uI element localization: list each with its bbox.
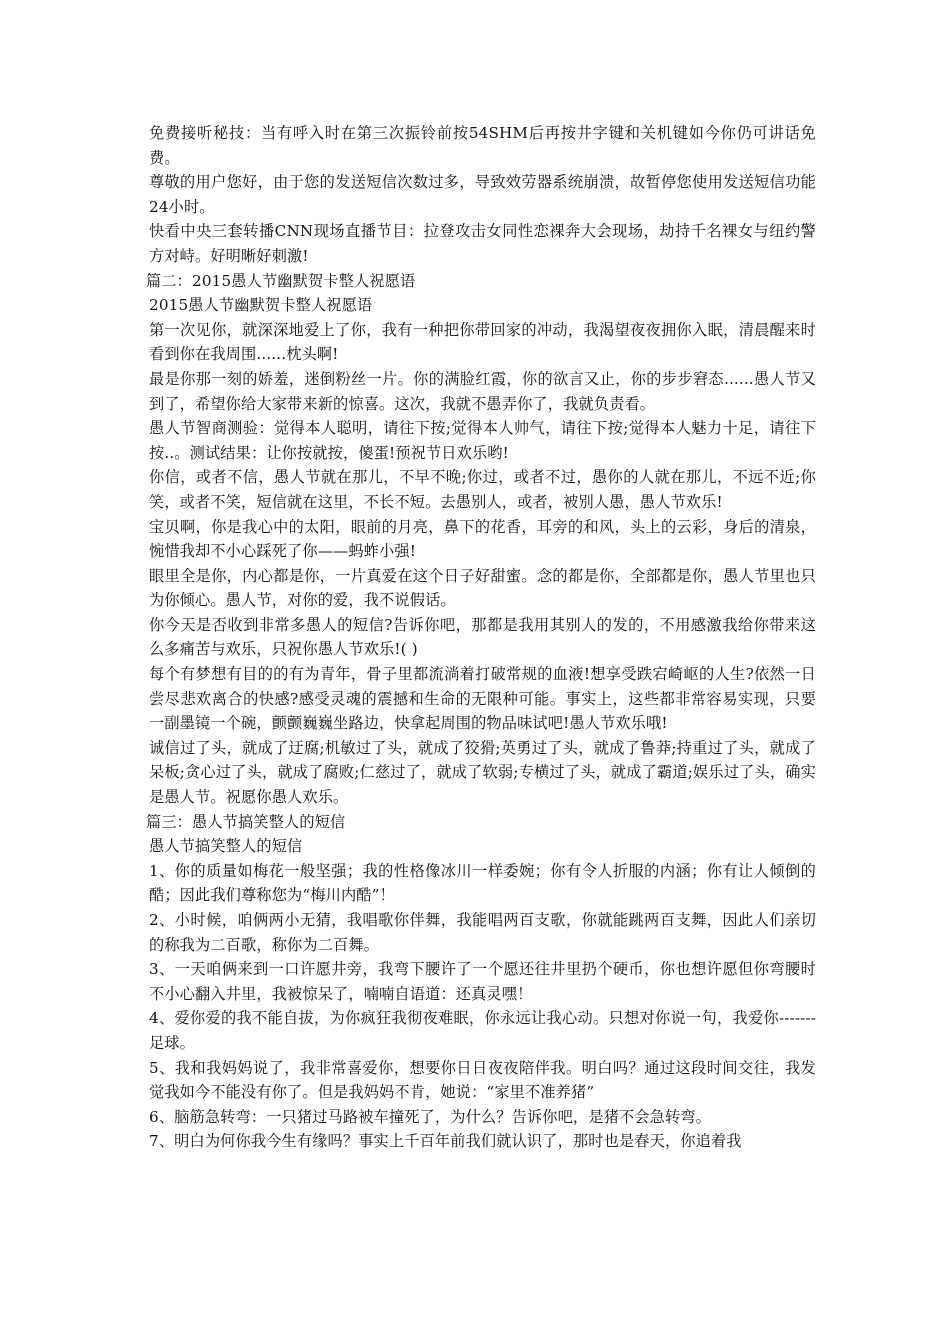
paragraph-first-sight: 第一次见你，就深深地爱上了你，我有一种把你带回家的冲动，我渴望夜夜拥你入眠，清晨醒来时看到你在我周围......枕头啊! bbox=[149, 320, 816, 364]
list-item-3: 3、一天咱俩来到一口许愿井旁，我弯下腰许了一个愿还往井里扔个硬币，你也想许愿但你弯腰时不小心翻入井里，我被惊呆了，喃喃自语道：还真灵嘿！ bbox=[149, 960, 816, 1003]
section-heading-part2: 篇二：2015愚人节幽默贺卡整人祝愿语 bbox=[146, 271, 416, 290]
list-item-6: 6、脑筋急转弯：一只猪过马路被车撞死了，为什么？告诉你吧，是猪不会急转弯。 bbox=[149, 1107, 711, 1126]
list-item-4: 4、爱你爱的我不能自拔，为你疯狂我彻夜难眠，你永远让我心动。只想对你说一句，我爱你-------足球。 bbox=[149, 1009, 816, 1052]
paragraph-shy-moment: 最是你那一刻的娇羞，迷倒粉丝一片。你的满脸红霞，你的欲言又止，你的步步窘态......愚人节又到了，希望你给大家带来新的惊喜。这次，我就不愚弄你了，我就负责看。 bbox=[149, 369, 816, 413]
paragraph-iq-test: 愚人节智商测验：觉得本人聪明，请往下按;觉得本人帅气，请往下按;觉得本人魅力十足，请往下按..。测试结果：让你按就按，傻蛋!预祝节日欢乐哟! bbox=[149, 419, 816, 462]
paragraph-sms-notice: 尊敬的用户您好，由于您的发送短信次数过多，导致效劳器系统崩溃，故暂停您使用发送短信功能24小时。 bbox=[149, 173, 816, 216]
section-heading-part3: 篇三：愚人节搞笑整人的短信 bbox=[146, 812, 346, 831]
paragraph-only-you: 眼里全是你，内心都是你，一片真爱在这个日子好甜蜜。念的都是你，全部都是你，愚人节里也只为你倾心。愚人节，对你的爱，我不说假话。 bbox=[149, 566, 816, 610]
paragraph-baby-sun: 宝贝啊，你是我心中的太阳，眼前的月亮，鼻下的花香，耳旁的和风，头上的云彩，身后的清泉，惋惜我却不小心踩死了你——蚂蚱小强! bbox=[149, 517, 816, 561]
list-item-5: 5、我和我妈妈说了，我非常喜爱你，想要你日日夜夜陪伴我。明白吗？通过这段时间交往，我发觉我如今不能没有你了。但是我妈妈不肯，她说：“家里不准养猪” bbox=[149, 1058, 816, 1102]
paragraph-cctv-joke: 快看中央三套转播CNN现场直播节目：拉登攻击女同性恋裸奔大会现场，劫持千名裸女与纽约警方对峙。好明晰好刺激! bbox=[149, 222, 816, 265]
list-item-7: 7、明白为何你我今生有缘吗？事实上千百年前我们就认识了，那时也是春天，你追着我 bbox=[149, 1132, 742, 1151]
paragraph-free-call-tip: 免费接听秘技：当有呼入时在第三次振铃前按54SHM后再按井字键和关机键如今你仍可讲话免费。 bbox=[149, 124, 816, 167]
list-item-2: 2、小时候，咱俩两小无猜，我唱歌你伴舞，我能唱两百支歌，你就能跳两百支舞，因此人们亲切的称我为二百歌，称你为二百舞。 bbox=[149, 911, 816, 954]
paragraph-dream-youth: 每个有梦想有目的的有为青年，骨子里都流淌着打破常规的血液!想享受跌宕崎岖的人生?依然一日尝尽悲欢离合的快感?感受灵魂的震撼和生命的无限种可能。事实上，这些都非常容易实现，只要一副墨镜一个碗，颤颤巍巍坐路边，快拿起周围的物品味试吧!愚人节欢乐哦! bbox=[149, 665, 816, 733]
paragraph-many-sms: 你今天是否收到非常多愚人的短信?告诉你吧，那都是我用其别人的发的，不用感激我给你带来这么多痛苦与欢乐，只祝你愚人节欢乐!( ) bbox=[149, 615, 816, 659]
section-subtitle-part3: 愚人节搞笑整人的短信 bbox=[149, 837, 303, 856]
document-body bbox=[146, 121, 816, 1154]
section-subtitle-part2: 2015愚人节幽默贺卡整人祝愿语 bbox=[149, 296, 373, 315]
list-item-1: 1、你的质量如梅花一般坚强；我的性格像冰川一样委婉；你有令人折服的内涵；你有让人倾倒的酷；因此我们尊称您为“梅川内酷”！ bbox=[149, 861, 816, 905]
paragraph-believe-or-not: 你信，或者不信，愚人节就在那儿，不早不晚;你过，或者不过，愚你的人就在那儿，不远不近;你笑，或者不笑，短信就在这里，不长不短。去愚别人，或者，被别人愚，愚人节欢乐! bbox=[149, 468, 816, 511]
paragraph-too-much: 诚信过了头，就成了迂腐;机敏过了头，就成了狡猾;英勇过了头，就成了鲁莽;持重过了头，就成了呆板;贪心过了头，就成了腐败;仁慈过了，就成了软弱;专横过了头，就成了霸道;娱乐过了头，确实是愚人节。祝愿你愚人欢乐。 bbox=[149, 738, 816, 807]
